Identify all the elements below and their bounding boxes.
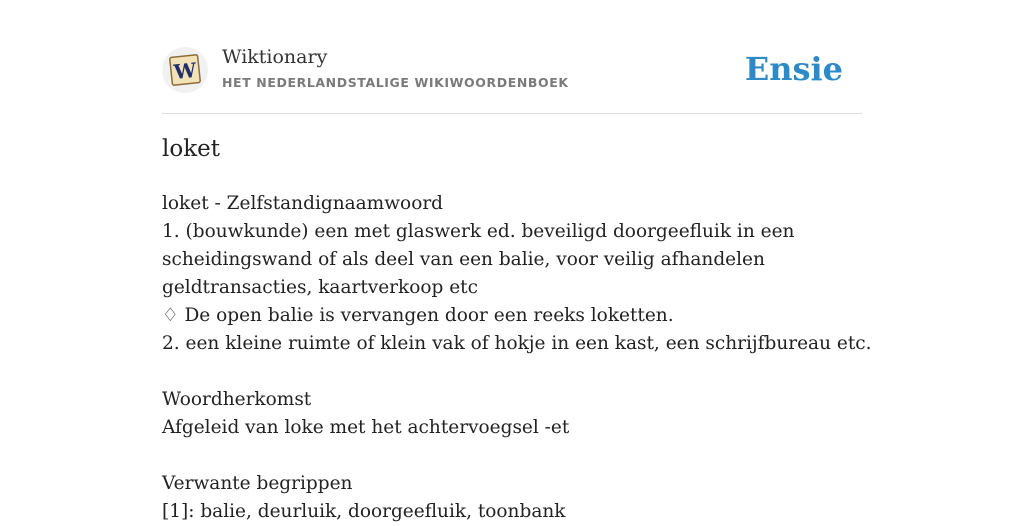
brand-name[interactable]: Wiktionary: [222, 46, 328, 68]
etymology-heading: Woordherkomst: [162, 389, 312, 410]
related-heading: Verwante begrippen: [162, 473, 353, 494]
svg-text:W: W: [172, 57, 198, 85]
part-of-speech-line: loket - Zelfstandignaamwoord: [162, 193, 444, 214]
wiktionary-tile-icon: [167, 52, 203, 88]
spacer: [162, 358, 862, 386]
wiktionary-logo-icon[interactable]: [162, 47, 208, 93]
etymology-text: Afgeleid van loke met het achtervoegsel -et: [162, 417, 570, 438]
definition-1: 1. (bouwkunde) een met glaswerk ed. beveiligd doorgeefluik in een scheidingswand of als deel van een balie, voor veilig afhandelen geldtransacties, kaartverkoop etc: [162, 221, 795, 298]
header: [162, 42, 862, 114]
brand-tagline: HET NEDERLANDSTALIGE WIKIWOORDENBOEK: [222, 75, 569, 90]
definition-2: 2. een kleine ruimte of klein vak of hokje in een kast, een schrijfbureau etc.: [162, 333, 872, 354]
related-terms: [1]: balie, deurluik, doorgeefluik, toonbank: [162, 501, 566, 522]
example-1: ♢ De open balie is vervangen door een reeks loketten.: [162, 305, 674, 326]
page-title: loket: [162, 136, 220, 162]
ensie-logo-link[interactable]: Ensie: [744, 50, 843, 88]
spacer: [162, 442, 862, 470]
entry-content: [162, 190, 872, 526]
